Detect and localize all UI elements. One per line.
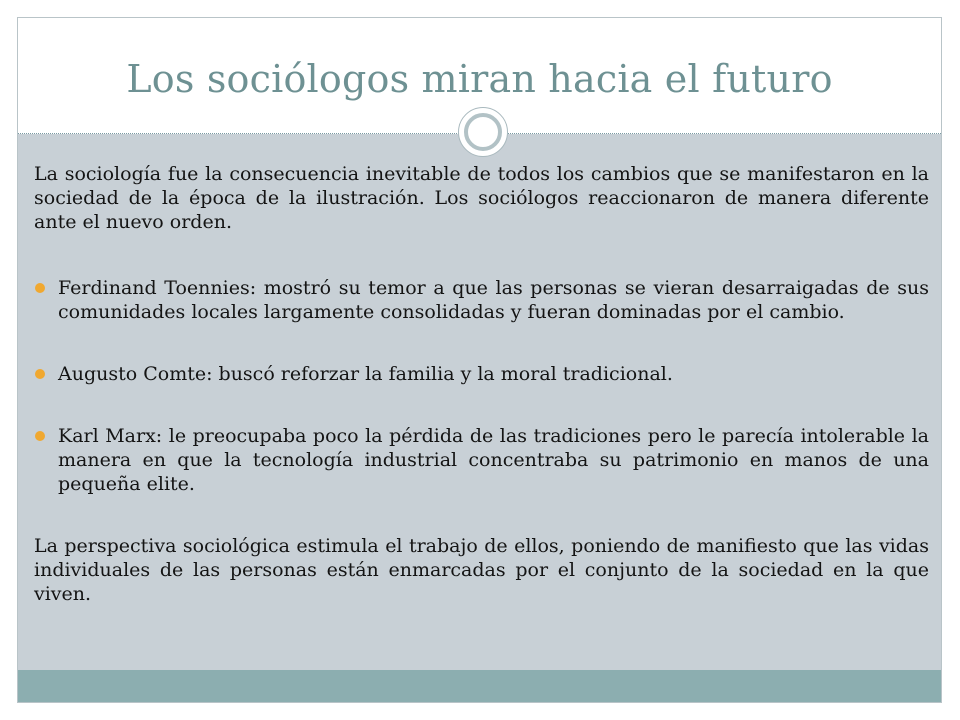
ring-icon <box>458 107 508 157</box>
slide-body <box>34 162 929 606</box>
bullet-dot-icon <box>35 283 45 293</box>
intro-paragraph: La sociología fue la consecuencia inevitable de todos los cambios que se manifestaron en la sociedad de la época de la ilustración. Los sociólogos reaccionaron de manera diferente ante el nuevo orden. <box>34 163 929 233</box>
bullet-dot-icon <box>35 369 45 379</box>
bullet-text: Karl Marx: le preocupaba poco la pérdida de las tradiciones pero le parecía intolerable la manera en que la tecnología industrial concentraba su patrimonio en manos de una pequeña elite. <box>58 425 929 495</box>
bullet-list <box>34 276 929 496</box>
footer-band <box>18 670 941 702</box>
ring-inner <box>464 113 502 151</box>
conclusion-paragraph: La perspectiva sociológica estimula el trabajo de ellos, poniendo de manifiesto que las vidas individuales de las personas están enmarcadas por el conjunto de la sociedad en la que viven. <box>34 535 929 605</box>
bullet-dot-icon <box>35 431 45 441</box>
bullet-text: Ferdinand Toennies: mostró su temor a que las personas se vieran desarraigadas de sus comunidades locales largamente consolidadas y fueran dominadas por el cambio. <box>58 277 929 323</box>
list-item <box>34 424 929 496</box>
slide-title: Los sociólogos miran hacia el futuro <box>126 57 833 101</box>
list-item <box>34 276 929 324</box>
list-item <box>34 362 929 386</box>
bullet-text: Augusto Comte: buscó reforzar la familia y la moral tradicional. <box>58 363 673 385</box>
